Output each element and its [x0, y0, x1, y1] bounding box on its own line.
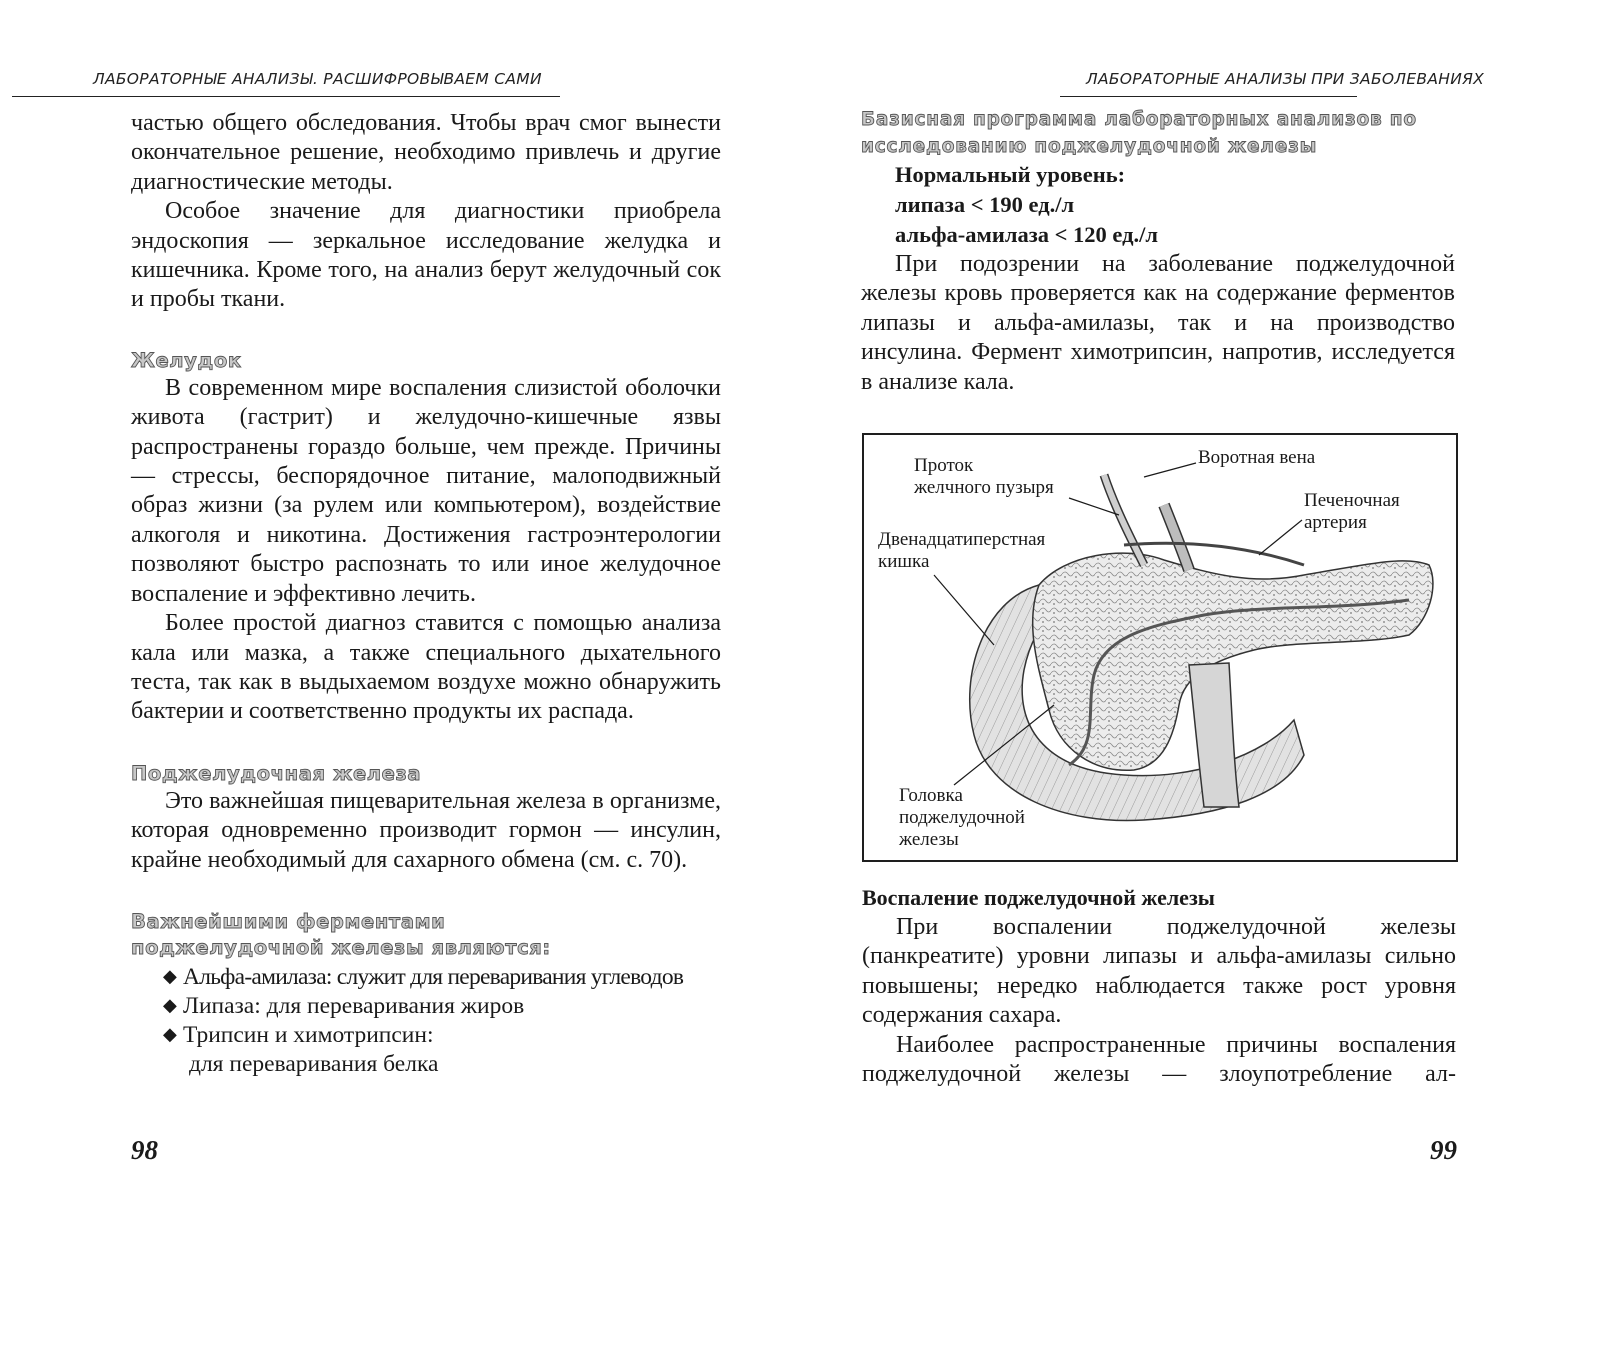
- intro-paragraph-2: Особое значение для диагностики приобрела эндоскопия — зеркальное исследование желудка и кишечника. Кроме того, на анализ берут желудочный сок и пробы ткани.: [131, 198, 721, 313]
- running-head-left: ЛАБОРАТОРНЫЕ АНАЛИЗЫ. РАСШИФРОВЫВАЕМ САМИ: [93, 70, 542, 88]
- header-rule-right: [1060, 96, 1357, 97]
- enzymes-heading-line-2: поджелудочной железы являются:: [131, 935, 551, 959]
- page-number-right: 99: [1430, 1135, 1457, 1165]
- inflammation-paragraph-1: При воспалении поджелудочной железы (панкреатите) уровни липазы и альфа-амилазы сильно повышены; нередко наблюдается также рост уровня содержания сахара.: [862, 914, 1456, 1029]
- enzymes-heading-line-1: Важнейшими ферментами: [131, 909, 446, 933]
- intro-paragraph-1: частью общего обследования. Чтобы врач смог вынести окончательное решение, необходимо привлечь и другие диагностические методы.: [131, 110, 721, 195]
- normal-level-label: Нормальный уровень:: [895, 162, 1126, 187]
- left-page-text: [131, 109, 721, 1079]
- page-number-left: 98: [131, 1135, 158, 1165]
- enzyme-item-trypsin-line-1: Трипсин и химотрипсин:: [183, 1021, 434, 1048]
- label-pancreas-head: Головка поджелудочной железы: [899, 785, 1025, 850]
- enzymes-heading: [131, 909, 721, 961]
- pancreas-paragraph: Это важнейшая пищеварительная железа в организме, которая одновременно производит гормон — инсулин, крайне необходимый для сахарного обмена (см. с. 70).: [131, 787, 721, 873]
- lipase-norm: липаза < 190 ед./л: [895, 192, 1075, 217]
- inflammation-paragraph-2: Наиболее распространенные причины воспаления поджелудочной железы — злоупотребление ал-: [862, 1031, 1456, 1088]
- basic-program-heading: Базисная программа лабораторных анализов по исследованию поджелудочной железы: [861, 109, 1417, 157]
- label-duodenum: Двенадцатиперстная кишка: [878, 529, 1046, 572]
- inflammation-section: [862, 883, 1456, 1089]
- stomach-paragraph-2: Более простой диагноз ставится с помощью анализа кала или мазка, а также специального дыхательного теста, так как в выдыхаемом воздухе можно обнаружить бактерии и соответственно продукты их распада.: [131, 610, 721, 725]
- basic-program-section: [861, 106, 1455, 397]
- enzyme-item-trypsin: [163, 1021, 721, 1079]
- inflammation-heading: Воспаление поджелудочной железы: [862, 885, 1215, 910]
- amylase-norm: альфа-амилаза < 120 ед./л: [895, 222, 1159, 247]
- enzyme-item-lipase: ◆ Липаза: для переваривания жиров: [163, 992, 721, 1021]
- label-bile-duct: Проток желчного пузыря: [914, 455, 1054, 498]
- running-head-right: ЛАБОРАТОРНЫЕ АНАЛИЗЫ ПРИ ЗАБОЛЕВАНИЯХ: [1086, 70, 1485, 88]
- basic-program-paragraph: При подозрении на заболевание поджелудочной железы кровь проверяется как на содержание ферментов липазы и альфа-амилазы, так и на производство инсулина. Фермент химотрипсин, напротив, исследуется в анализе кала.: [861, 251, 1455, 395]
- scan-bottom-edge: [0, 1235, 1600, 1345]
- enzyme-item-trypsin-line-2: для переваривания белка: [189, 1050, 439, 1077]
- label-portal-vein: Воротная вена: [1198, 447, 1316, 468]
- header-rule-left: [12, 96, 560, 97]
- stomach-heading: Желудок: [131, 348, 242, 372]
- pancreas-heading: Поджелудочная железа: [131, 761, 422, 785]
- stomach-paragraph-1: В современном мире воспаления слизистой оболочки живота (гастрит) и желудочно-кишечные язвы распространены гораздо больше, чем прежде. Причины — стрессы, беспорядочное питание, малоподвижный образ жизни (за рулем или компьютером), воздействие алкоголя и никотина. Достижения гастроэнтерологии позволяют быстро распознать то или иное желудочное воспаление и эффективно лечить.: [131, 374, 721, 607]
- enzyme-item-amylase: ◆ Альфа-амилаза: служит для переваривания углеводов: [163, 963, 721, 992]
- left-page: [0, 0, 800, 1250]
- enzymes-list: [163, 963, 721, 1079]
- pancreas-figure: [862, 433, 1458, 862]
- label-hepatic-artery: Печеночная артерия: [1304, 490, 1400, 533]
